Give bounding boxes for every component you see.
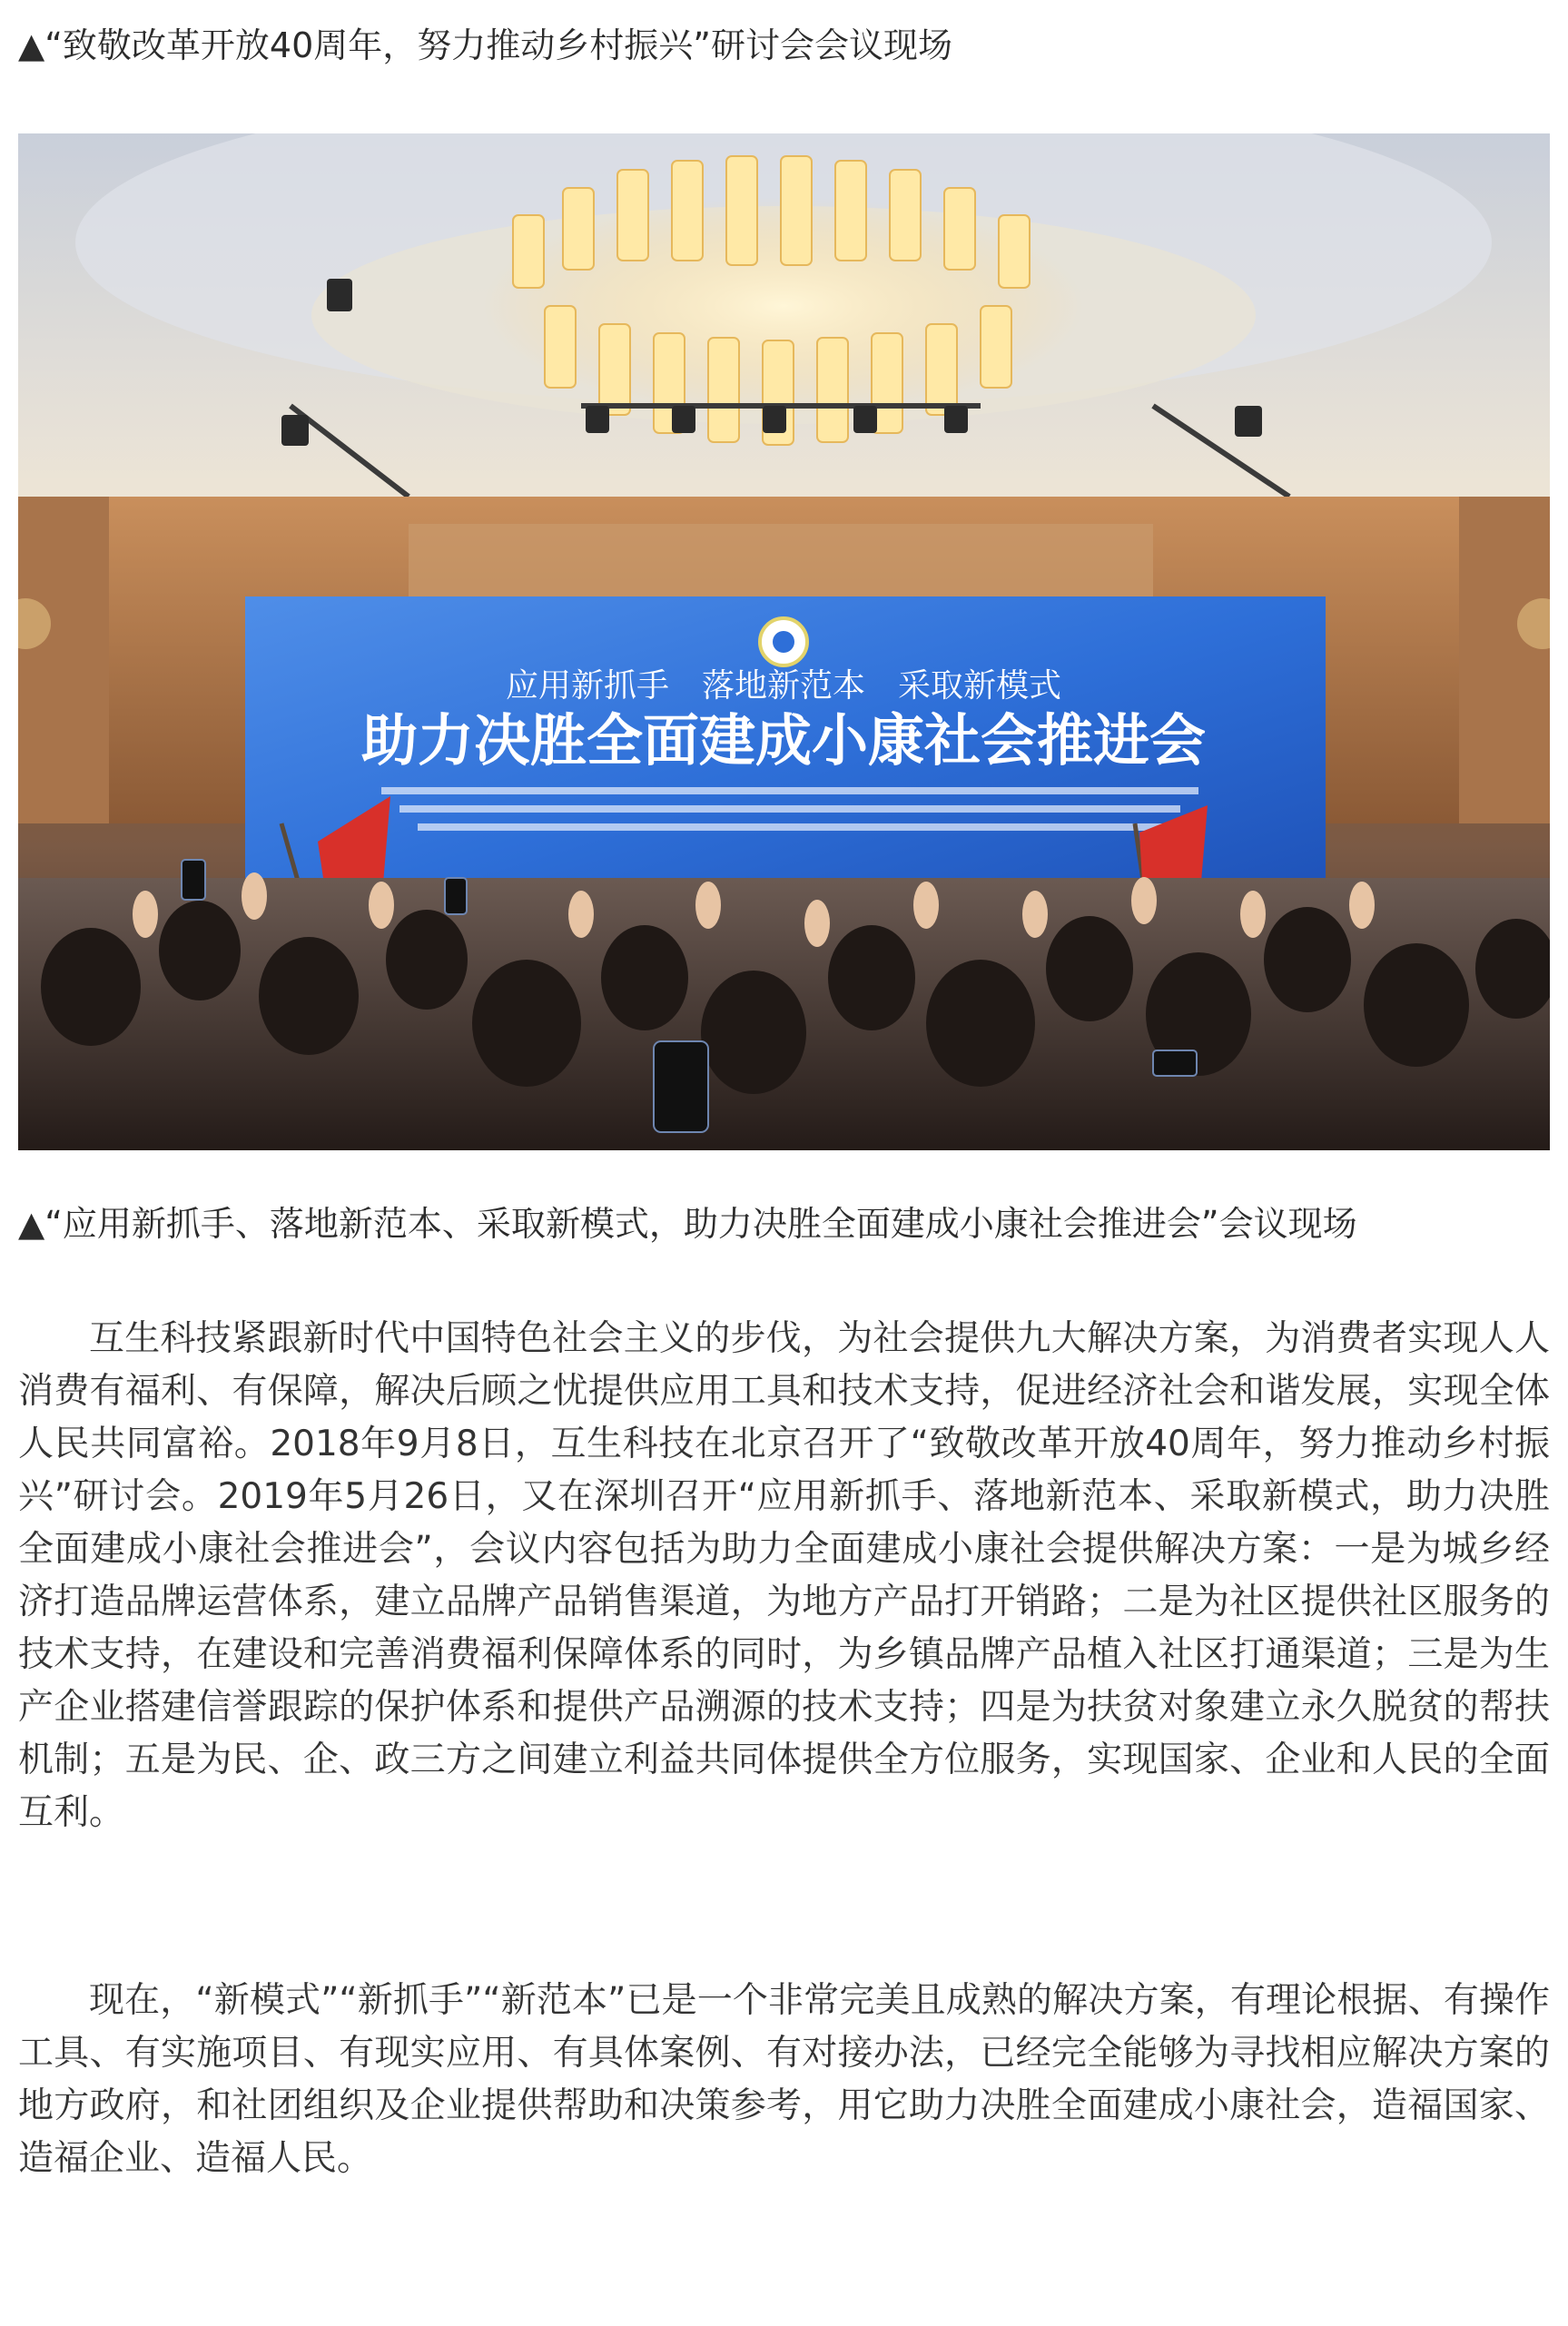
body-paragraph-1: 互生科技紧跟新时代中国特色社会主义的步伐，为社会提供九大解决方案，为消费者实现人人消费有福利、有保障，解决后顾之忧提供应用工具和技术支持，促进经济社会和谐发展，实现全体人民共同富裕。2018年9月8日，互生科技在北京召开了“致敬改革开放40周年，努力推动乡村振兴”研讨会。2019年5月26日，又在深圳召开“应用新抓手、落地新范本、采取新模式，助力决胜全面建成小康社会推进会”，会议内容包括为助力全面建成小康社会提供解决方案：一是为城乡经济打造品牌运营体系，建立品牌产品销售渠道，为地方产品打开销路；二是为社区提供社区服务的技术支持，在建设和完善消费福利保障体系的同时，为乡镇品牌产品植入社区打通渠道；三是为生产企业搭建信誉跟踪的保护体系和提供产品溯源的技术支持；四是为扶贫对象建立永久脱贫的帮扶机制；五是为民、企、政三方之间建立利益共同体提供全方位服务，实现国家、企业和人民的全面互利。 xyxy=(18,1318,1550,1833)
stage-subtitle: 应用新抓手 落地新范本 采取新模式 xyxy=(505,667,1062,705)
conference-photo-illustration xyxy=(18,133,1550,1150)
stage-title: 助力决胜全面建成小康社会推进会 xyxy=(360,707,1207,774)
photo-caption-bottom: ▲“应用新抓手、落地新范本、采取新模式，助力决胜全面建成小康社会推进会”会议现场 xyxy=(18,1204,1357,1244)
body-paragraph-2: 现在，“新模式”“新抓手”“新范本”已是一个非常完美且成熟的解决方案，有理论根据、有操作工具、有实施项目、有现实应用、有具体案例、有对接办法，已经完全能够为寻找相应解决方案的地方政府，和社团组织及企业提供帮助和决策参考，用它助力决胜全面建成小康社会，造福国家、造福企业、造福人民。 xyxy=(18,1980,1550,2179)
conference-photo xyxy=(18,133,1550,1150)
photo-caption-top: ▲“致敬改革开放40周年，努力推动乡村振兴”研讨会会议现场 xyxy=(18,25,952,65)
